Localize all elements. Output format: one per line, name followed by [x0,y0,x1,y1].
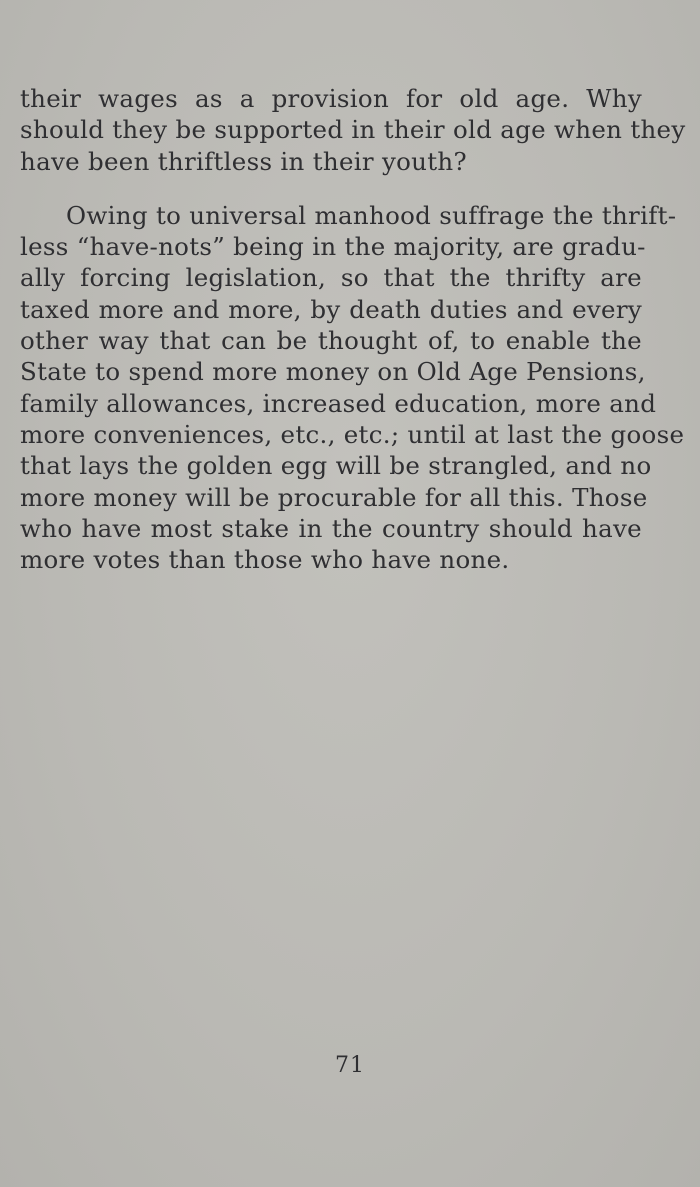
text-line: ally forcing legislation, so that the thrifty are [20,263,642,293]
paragraph-2 [20,200,685,576]
text-line: have been thriftless in their youth? [20,146,467,176]
body-text [20,83,686,575]
text-line: Owing to universal manhood suffrage the thrift- [66,200,677,230]
page-number: 71 [335,1053,365,1078]
text-line: less “have-nots” being in the majority, are gradu- [20,232,646,262]
text-line: taxed more and more, by death duties and every [20,294,642,324]
text-line: more conveniences, etc., etc.; until at last the goose [20,419,685,449]
text-line: who have most stake in the country should have [20,513,642,543]
text-line: other way that can be thought of, to enable the [20,326,642,356]
text-line: more votes than those who have none. [20,545,510,575]
text-line: that lays the golden egg will be strangled, and no [20,451,652,481]
text-line: should they be supported in their old age when they [20,115,686,145]
text-line: their wages as a provision for old age. Why [20,84,642,113]
text-line: State to spend more money on Old Age Pensions, [20,357,646,387]
paragraph-gap [20,177,642,200]
paragraph-1 [20,83,686,177]
text-line: more money will be procurable for all this. Those [20,482,648,512]
text-line: family allowances, increased education, more and [20,388,657,418]
